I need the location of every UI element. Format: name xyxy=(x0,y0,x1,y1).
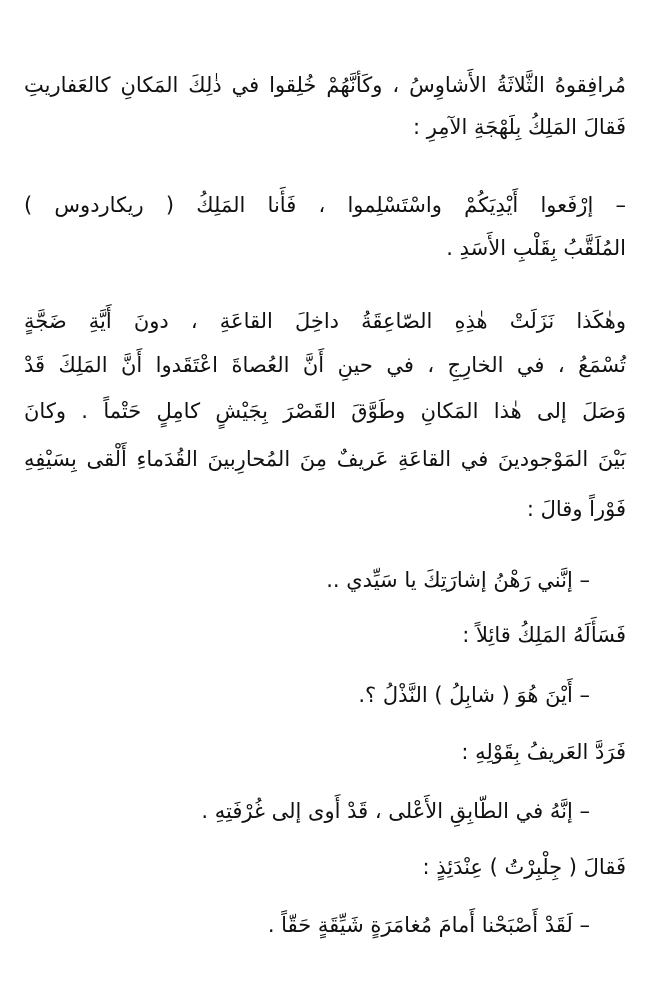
text-line-12: – أَيْنَ هُوَ ( شابِلُ ) النَّذْلُ ؟. xyxy=(358,683,590,707)
text-line-5: وهٰكَذا نَزَلَتْ هٰذِهِ الصّاعِقَةُ داخِلَ القاعَةِ ، دونَ أَيَّةِ ضَجَّةٍ xyxy=(24,309,626,333)
text-line-9: فَوْراً وقالَ : xyxy=(526,497,626,521)
text-line-16: – لَقَدْ أَصْبَحْنا أَمامَ مُغامَرَةٍ شَيِّقَةٍ حَقّاً . xyxy=(267,913,590,937)
text-line-10: – إنَّني رَهْنُ إشارَتِكَ يا سَيِّدي .. xyxy=(326,568,590,592)
text-line-14: – إنَّهُ في الطّابِقِ الأَعْلى ، قَدْ أَوى إلى غُرْفَتِهِ . xyxy=(201,799,590,823)
text-line-2: فَقالَ المَلِكُ بِلَهْجَةِ الآمِرِ : xyxy=(412,115,626,139)
text-line-1: مُرافِقوهُ الثَّلاثَةُ الأَشاوِسُ ، وكَأنَّهُمْ خُلِقوا في ذٰلِكَ المَكانِ كالعَفاريتِ xyxy=(24,73,626,97)
text-line-3: – إرْفَعوا أَيْدِيَكُمْ واسْتَسْلِموا ، فَأَنا المَلِكُ ( ريكاردوس ) xyxy=(24,193,626,217)
text-line-7: وَصَلَ إلى هٰذا المَكانِ وطَوَّقَ القَصْرَ بِجَيْشٍ كامِلٍ حَتْماً . وكانَ xyxy=(24,399,626,423)
text-line-8: بَيْنَ المَوْجودينَ في القاعَةِ عَريفٌ مِنَ المُحارِبينَ القُدَماءِ أَلْقى بِسَيْفِهِ xyxy=(24,447,626,471)
text-line-4: المُلَقَّبُ بِقَلْبِ الأَسَدِ . xyxy=(446,236,626,260)
text-line-6: تُسْمَعُ ، في الخارِجِ ، في حينِ أَنَّ العُصاةَ اعْتَقَدوا أَنَّ المَلِكَ قَدْ xyxy=(24,353,626,377)
text-line-11: فَسَأَلَهُ المَلِكُ قائِلاً : xyxy=(462,623,626,647)
text-line-15: فَقالَ ( جِلْبِرْتُ ) عِنْدَئِذٍ : xyxy=(422,855,626,879)
text-line-13: فَرَدَّ العَريفُ بِقَوْلِهِ : xyxy=(461,740,626,764)
